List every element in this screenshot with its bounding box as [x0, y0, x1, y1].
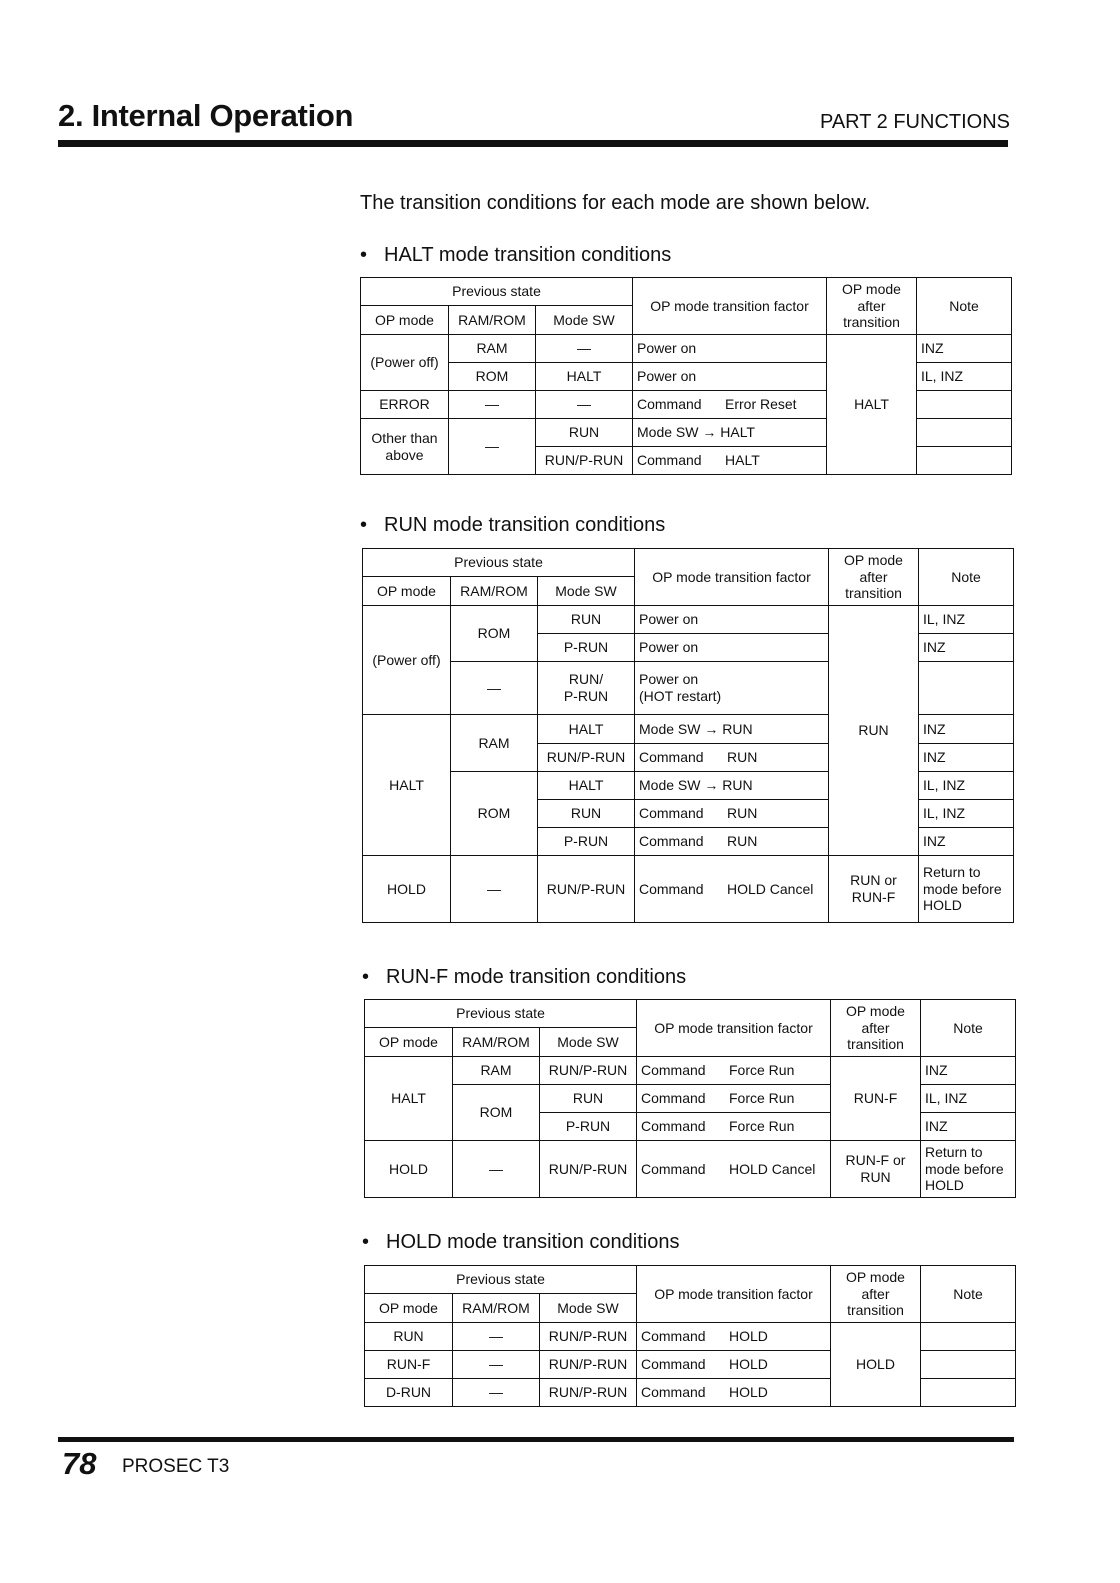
note-cell: INZ: [919, 744, 1014, 772]
after-cell: HOLD: [831, 1323, 921, 1407]
factor-cell: Mode SW → HALT: [633, 419, 827, 447]
ram-rom-cell: —: [451, 856, 538, 923]
mode-sw-cell: RUN/P-RUN: [538, 856, 635, 923]
ram-rom-cell: —: [453, 1351, 540, 1379]
ram-rom-cell: —: [449, 391, 536, 419]
col-note: Note: [917, 278, 1012, 335]
op-mode-cell: HOLD: [365, 1141, 453, 1198]
header-rule: [58, 140, 1008, 147]
note-cell: IL, INZ: [919, 772, 1014, 800]
col-after: OP mode after transition: [827, 278, 917, 335]
ram-rom-cell: —: [451, 662, 538, 715]
factor-cell: Command Error Reset: [633, 391, 827, 419]
halt-transition-table: [360, 277, 1012, 475]
note-cell: INZ: [919, 828, 1014, 856]
mode-sw-cell: RUN: [540, 1085, 637, 1113]
ram-rom-cell: ROM: [449, 363, 536, 391]
ram-rom-cell: —: [453, 1379, 540, 1407]
col-mode-sw: Mode SW: [540, 1294, 637, 1323]
after-cell: RUN: [829, 606, 919, 856]
factor-cell: Power on: [635, 634, 829, 662]
runf-title-text: RUN-F mode transition conditions: [386, 966, 687, 988]
mode-sw-cell: P-RUN: [538, 828, 635, 856]
factor-cell: Mode SW → RUN: [635, 772, 829, 800]
note-cell: [917, 391, 1012, 419]
mode-sw-cell: RUN/P-RUN: [540, 1379, 637, 1407]
halt-title-text: HALT mode transition conditions: [384, 244, 672, 266]
mode-sw-cell: RUN/P-RUN: [540, 1057, 637, 1085]
halt-section-title: [360, 244, 671, 267]
ram-rom-cell: RAM: [453, 1057, 540, 1085]
mode-sw-cell: RUN: [538, 606, 635, 634]
note-cell: INZ: [919, 634, 1014, 662]
hold-section-title: [362, 1231, 679, 1254]
bullet: •: [362, 1231, 370, 1253]
product-name: PROSEC T3: [122, 1456, 230, 1477]
note-cell: IL, INZ: [917, 363, 1012, 391]
factor-cell: Command HALT: [633, 447, 827, 475]
mode-sw-cell: RUN/P-RUN: [536, 447, 633, 475]
bullet: •: [360, 244, 368, 266]
mode-sw-cell: RUN/P-RUN: [538, 744, 635, 772]
table-row: [365, 1141, 1016, 1198]
col-op-mode: OP mode: [363, 577, 451, 606]
after-cell: RUN or RUN-F: [829, 856, 919, 923]
hold-transition-table: [364, 1265, 1016, 1407]
note-cell: IL, INZ: [921, 1085, 1016, 1113]
after-cell: RUN-F or RUN: [831, 1141, 921, 1198]
factor-cell: Command HOLD: [637, 1379, 831, 1407]
col-previous-state: Previous state: [365, 1266, 637, 1294]
note-cell: IL, INZ: [919, 800, 1014, 828]
factor-cell: Command RUN: [635, 828, 829, 856]
footer-rule: [58, 1437, 1014, 1442]
factor-cell: Command Force Run: [637, 1085, 831, 1113]
factor-cell: Command RUN: [635, 800, 829, 828]
col-note: Note: [919, 549, 1014, 606]
factor-cell: Mode SW → RUN: [635, 715, 829, 744]
factor-cell: Power on: [633, 335, 827, 363]
note-cell: INZ: [921, 1057, 1016, 1085]
op-mode-cell: RUN-F: [365, 1351, 453, 1379]
note-cell: [917, 419, 1012, 447]
factor-cell: Command HOLD: [637, 1323, 831, 1351]
note-cell: INZ: [917, 335, 1012, 363]
col-ram-rom: RAM/ROM: [451, 577, 538, 606]
note-cell: IL, INZ: [919, 606, 1014, 634]
op-mode-cell: Other than above: [361, 419, 449, 475]
table-row: [363, 856, 1014, 923]
ram-rom-cell: RAM: [449, 335, 536, 363]
mode-sw-cell: —: [536, 391, 633, 419]
col-op-mode: OP mode: [365, 1028, 453, 1057]
op-mode-cell: ERROR: [361, 391, 449, 419]
col-factor: OP mode transition factor: [635, 549, 829, 606]
mode-sw-cell: HALT: [538, 772, 635, 800]
factor-cell: Power on: [635, 606, 829, 634]
col-note: Note: [921, 1266, 1016, 1323]
col-ram-rom: RAM/ROM: [449, 306, 536, 335]
factor-cell: Power on: [633, 363, 827, 391]
runf-section-title: [362, 966, 686, 989]
factor-cell: Command Force Run: [637, 1113, 831, 1141]
table-row: [363, 606, 1014, 634]
col-after: OP mode after transition: [831, 1000, 921, 1057]
mode-sw-cell: HALT: [538, 715, 635, 744]
mode-sw-cell: RUN/ P-RUN: [538, 662, 635, 715]
run-title-text: RUN mode transition conditions: [384, 514, 666, 536]
op-mode-cell: HALT: [365, 1057, 453, 1141]
note-cell: [921, 1323, 1016, 1351]
col-ram-rom: RAM/ROM: [453, 1028, 540, 1057]
page-title: 2. Internal Operation: [58, 98, 354, 133]
after-cell: RUN-F: [831, 1057, 921, 1141]
note-cell: Return to mode before HOLD: [921, 1141, 1016, 1198]
after-cell: HALT: [827, 335, 917, 475]
factor-cell: Command HOLD Cancel: [635, 856, 829, 923]
note-cell: [917, 447, 1012, 475]
ram-rom-cell: —: [453, 1141, 540, 1198]
note-cell: Return to mode before HOLD: [919, 856, 1014, 923]
ram-rom-cell: —: [453, 1323, 540, 1351]
ram-rom-cell: ROM: [453, 1085, 540, 1141]
note-cell: [921, 1379, 1016, 1407]
col-mode-sw: Mode SW: [536, 306, 633, 335]
note-cell: INZ: [919, 715, 1014, 744]
page-number: 78: [62, 1446, 97, 1481]
table-row: [365, 1057, 1016, 1085]
run-section-title: [360, 514, 665, 537]
col-op-mode: OP mode: [361, 306, 449, 335]
col-op-mode: OP mode: [365, 1294, 453, 1323]
note-cell: [919, 662, 1014, 715]
intro-text: The transition conditions for each mode are shown below.: [360, 192, 871, 214]
col-previous-state: Previous state: [361, 278, 633, 306]
mode-sw-cell: HALT: [536, 363, 633, 391]
col-mode-sw: Mode SW: [538, 577, 635, 606]
factor-cell: Command HOLD: [637, 1351, 831, 1379]
op-mode-cell: D-RUN: [365, 1379, 453, 1407]
op-mode-cell: RUN: [365, 1323, 453, 1351]
col-factor: OP mode transition factor: [633, 278, 827, 335]
hold-title-text: HOLD mode transition conditions: [386, 1231, 680, 1253]
ram-rom-cell: RAM: [451, 715, 538, 772]
col-previous-state: Previous state: [363, 549, 635, 577]
bullet: •: [362, 966, 370, 988]
col-factor: OP mode transition factor: [637, 1266, 831, 1323]
factor-cell: Command HOLD Cancel: [637, 1141, 831, 1198]
factor-cell: Command RUN: [635, 744, 829, 772]
col-previous-state: Previous state: [365, 1000, 637, 1028]
col-mode-sw: Mode SW: [540, 1028, 637, 1057]
mode-sw-cell: RUN: [538, 800, 635, 828]
factor-cell: Command Force Run: [637, 1057, 831, 1085]
table-row: [361, 335, 1012, 363]
col-factor: OP mode transition factor: [637, 1000, 831, 1057]
mode-sw-cell: RUN/P-RUN: [540, 1323, 637, 1351]
col-after: OP mode after transition: [829, 549, 919, 606]
bullet: •: [360, 514, 368, 536]
op-mode-cell: (Power off): [361, 335, 449, 391]
run-transition-table: [362, 548, 1014, 923]
col-ram-rom: RAM/ROM: [453, 1294, 540, 1323]
ram-rom-cell: —: [449, 419, 536, 475]
mode-sw-cell: P-RUN: [540, 1113, 637, 1141]
mode-sw-cell: RUN: [536, 419, 633, 447]
col-after: OP mode after transition: [831, 1266, 921, 1323]
ram-rom-cell: ROM: [451, 772, 538, 856]
mode-sw-cell: —: [536, 335, 633, 363]
op-mode-cell: HOLD: [363, 856, 451, 923]
table-row: [365, 1323, 1016, 1351]
part-label: PART 2 FUNCTIONS: [819, 111, 1010, 133]
mode-sw-cell: RUN/P-RUN: [540, 1141, 637, 1198]
mode-sw-cell: RUN/P-RUN: [540, 1351, 637, 1379]
runf-transition-table: [364, 999, 1016, 1198]
note-cell: [921, 1351, 1016, 1379]
mode-sw-cell: P-RUN: [538, 634, 635, 662]
factor-cell: Power on (HOT restart): [635, 662, 829, 715]
ram-rom-cell: ROM: [451, 606, 538, 662]
op-mode-cell: (Power off): [363, 606, 451, 715]
note-cell: INZ: [921, 1113, 1016, 1141]
op-mode-cell: HALT: [363, 715, 451, 856]
col-note: Note: [921, 1000, 1016, 1057]
